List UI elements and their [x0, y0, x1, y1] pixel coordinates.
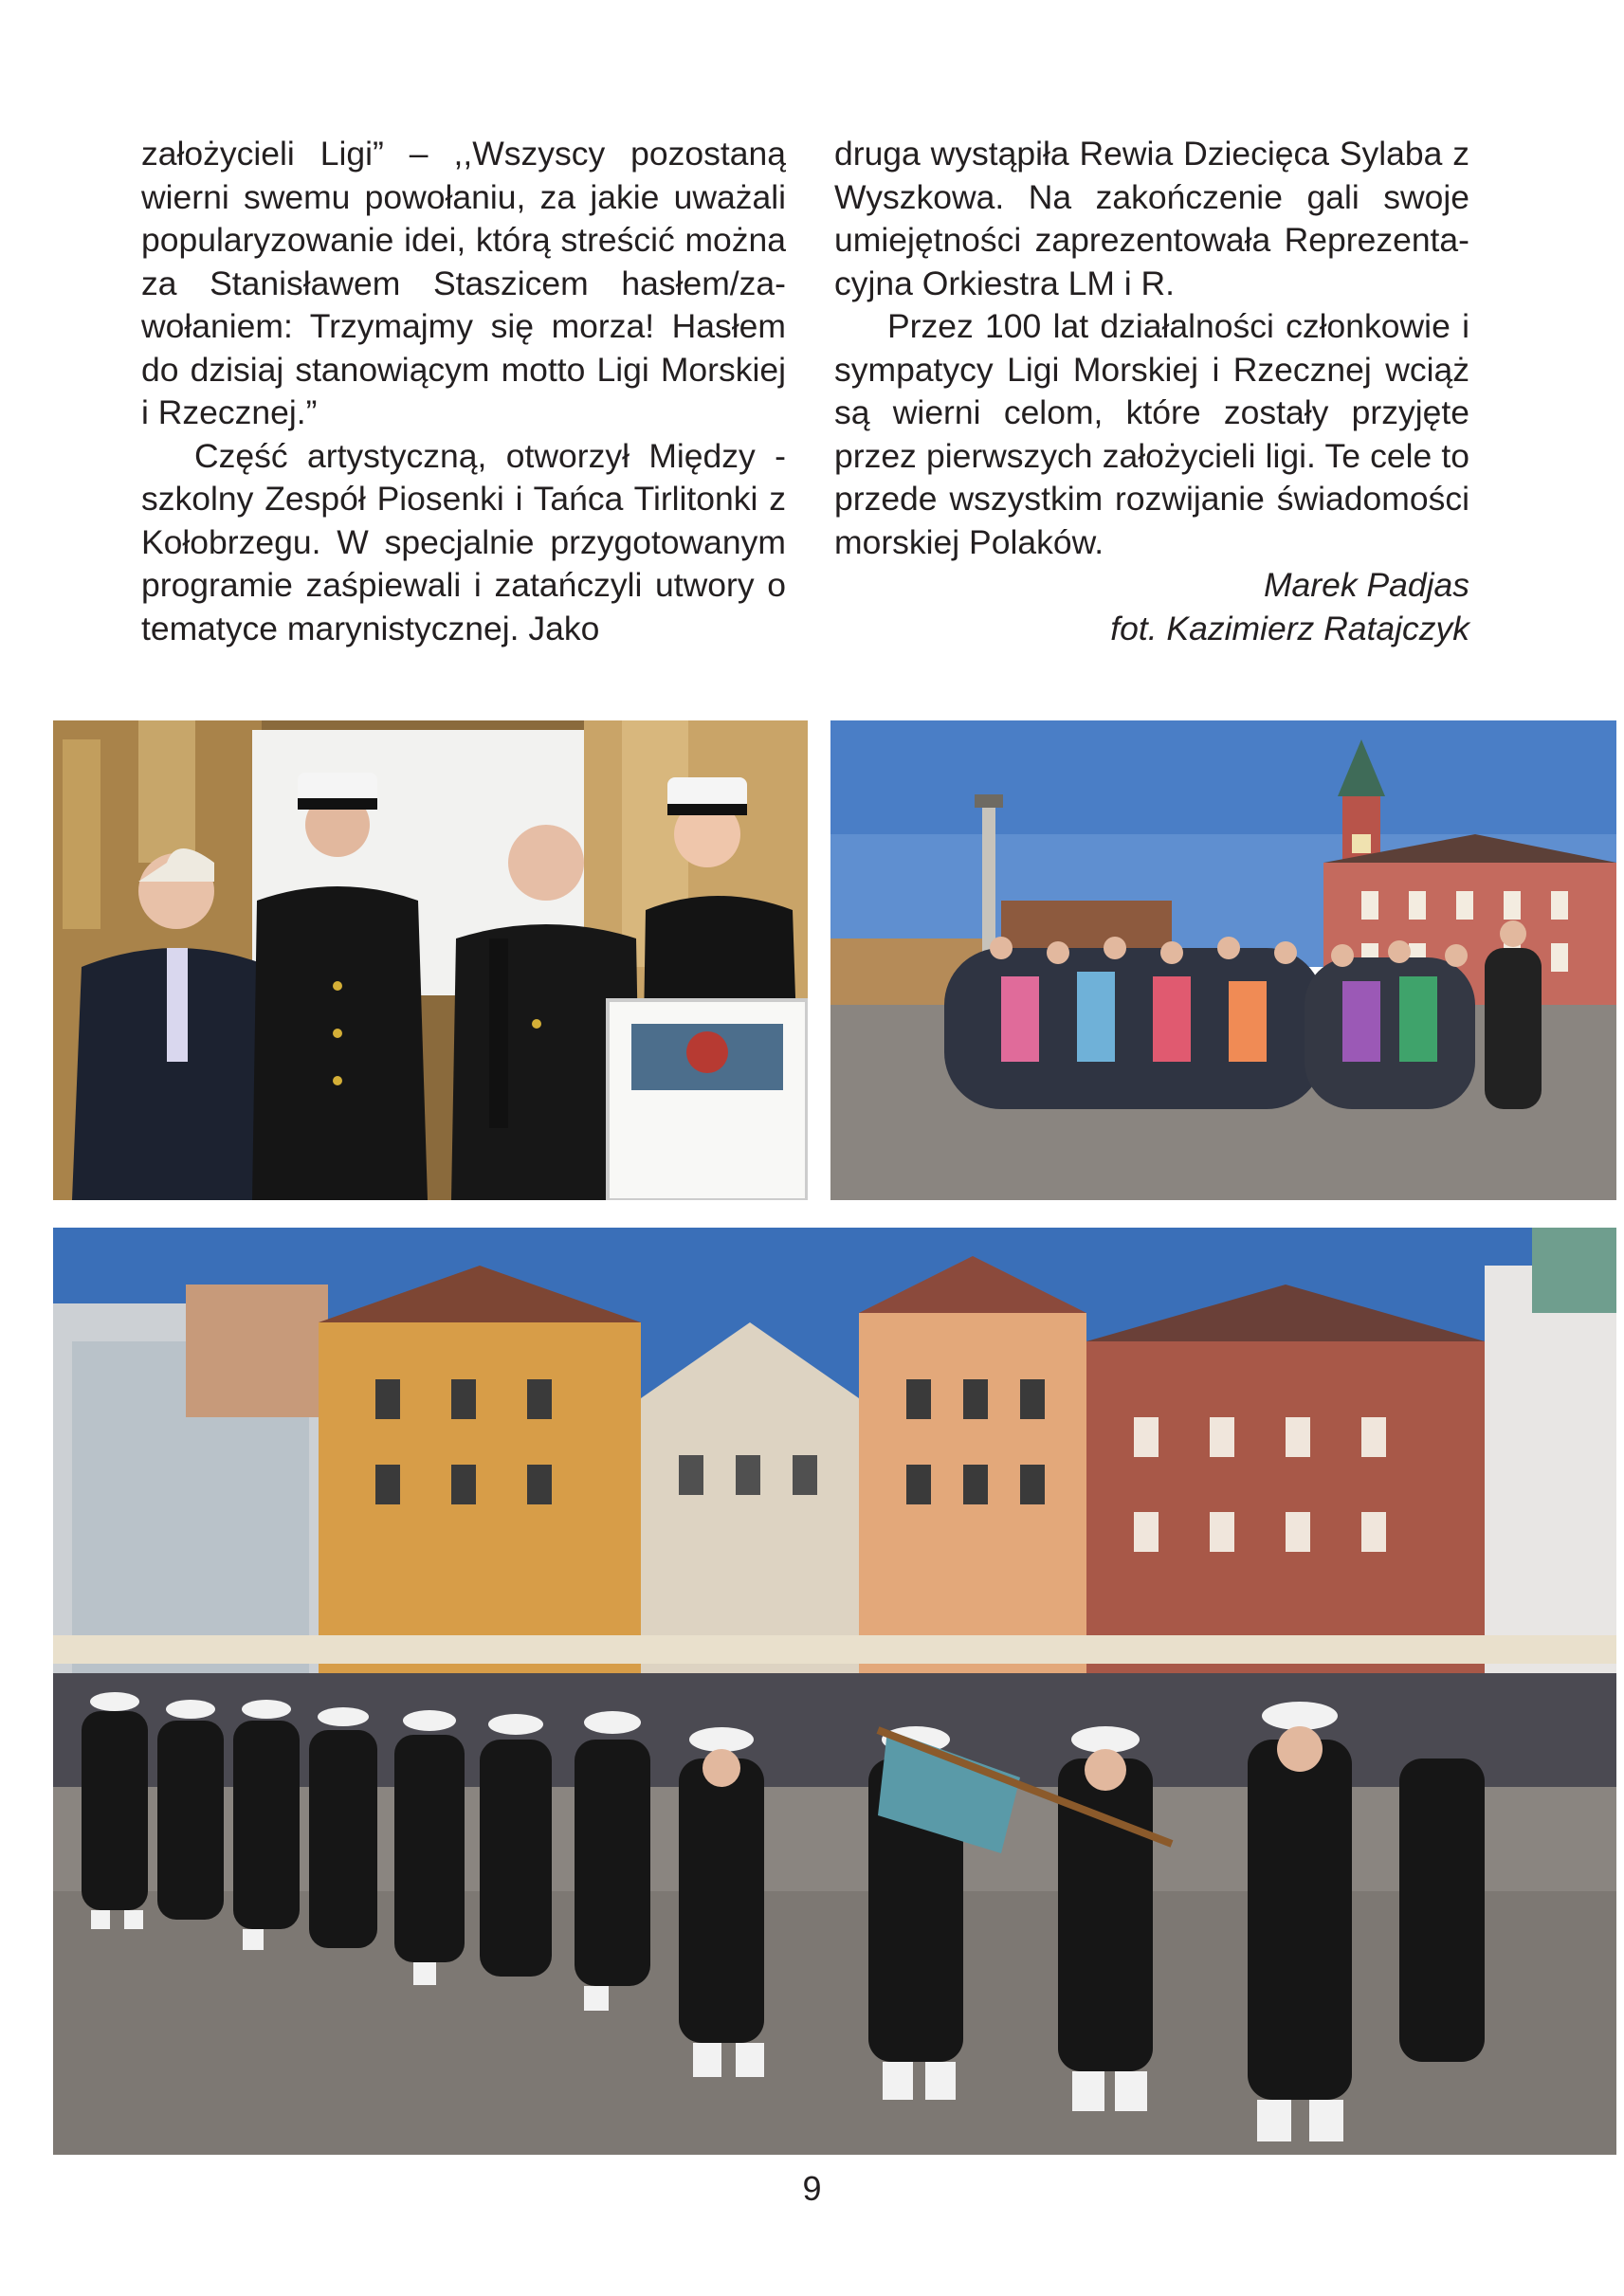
photo-parade-icon	[53, 1228, 1616, 2155]
page-number: 9	[802, 2169, 822, 2208]
paragraph: założycieli Ligi” – ,,Wszyscy pozostaną wierni swemu powołaniu, za jakie uważali popularyzowanie idei, którą streścić można za Stanisławem Staszicem hasłem/zawołaniem: Trzymajmy się morza! Hasłem do dzisiaj stanowiącym motto Ligi Morskiej i Rzecznej.”	[141, 135, 786, 431]
photo-ceremony-icon	[53, 720, 808, 1200]
paragraph: Przez 100 lat działalności członkowie i sympatycy Ligi Morskiej i Rzecznej wciąż są wierni celom, które zostały przyjęte przez pierwszych założycieli ligi. Te cele to przede wszystkim rozwijanie świadomości morskiej Polaków.	[834, 307, 1469, 561]
author-signature: Marek Padjas	[1263, 566, 1469, 604]
photo-parade	[53, 1228, 1616, 2155]
photo-group	[830, 720, 1616, 1200]
photo-group-icon	[830, 720, 1616, 1200]
paragraph: Część artystyczną, otworzył Między -szkolny Zespół Piosenki i Tańca Tirlitonki z Kołobrzegu. W specjalnie przygotowanym programie zaśpiewali i zatańczyli utwory o tematyce marynistycznej. Jako	[141, 436, 786, 647]
photo-credit: fot. Kazimierz Ratajczyk	[1110, 609, 1469, 647]
photo-ceremony	[53, 720, 808, 1200]
left-text-column	[141, 133, 786, 650]
right-text-column	[834, 133, 1469, 650]
paragraph: druga wystąpiła Rewia Dziecięca Sylaba z Wyszkowa. Na zakończenie gali swoje umiejętności zaprezentowała Reprezentacyjna Orkiestra LM i R.	[834, 135, 1469, 302]
